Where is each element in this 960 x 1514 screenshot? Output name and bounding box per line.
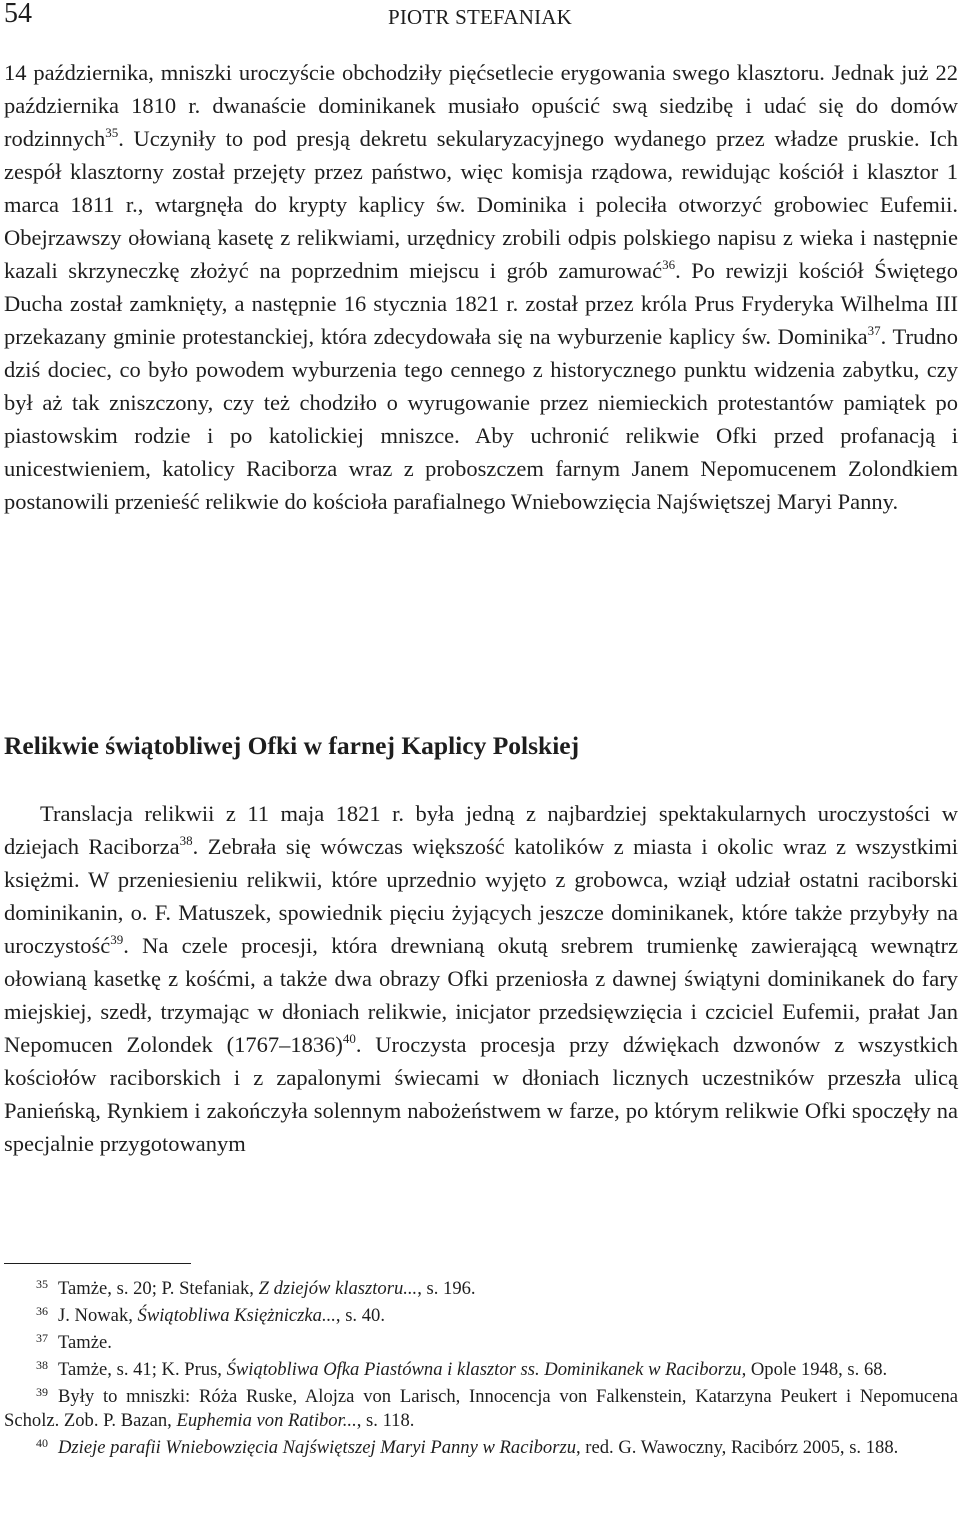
footnote-ref[interactable]: 35 — [105, 125, 119, 140]
footnote-title: Euphemia von Ratibor... — [176, 1409, 357, 1431]
paragraph-text: . Trudno dziś dociec, co było powodem wyburzenia tego cennego z historycznego punktu widzenia zabytku, czy był aż tak zniszczony, czy też chodziło o wyrugowanie przez niemieckich protestantów pamiątek po piastowskim rodzie i po katolickiej mniszce. Aby uchronić relikwie Ofki przed profanacją i unicestwieniem, katolicy Raciborza wraz z proboszczem farnym Janem Nepomucenem Zolondkiem postanowili przenieść relikwie do kościoła parafialnego Wniebowzięcia Najświętszej Maryi Panny. — [4, 324, 958, 514]
footnote — [4, 1331, 958, 1355]
page-number: 54 — [4, 0, 32, 29]
footnote-number: 39 — [36, 1384, 48, 1399]
footnote-text: , s. 196. — [417, 1278, 476, 1299]
footnote — [4, 1277, 958, 1301]
footnote-ref[interactable]: 36 — [662, 257, 676, 272]
footnote-title: Z dziejów klasztoru... — [258, 1278, 418, 1299]
footnote — [4, 1304, 958, 1328]
footnote-text: Tamże, s. 41; K. Prus, — [58, 1358, 227, 1380]
footnote-number: 36 — [36, 1303, 48, 1318]
footnote-text: , Opole 1948, s. 68. — [741, 1358, 888, 1380]
footnote-text: , red. G. Wawoczny, Racibórz 2005, s. 188. — [576, 1436, 899, 1458]
footnote — [4, 1385, 958, 1432]
paragraph-text: . Uczyniły to pod presją dekretu sekularyzacyjnego wydanego przez władze pruskie. Ich zespół klasztorny został przejęty przez państwo, więc komisja rządowa, rewidując kościół i klasztor 1 marca 1811 r., wtargnęła do krypty kaplicy św. Dominika i poleciła otworzyć grobowiec Eufemii. Obejrzawszy ołowianą kasetę z relikwiami, urzędnicy zrobili odpis polskiego napisu z wieka i następnie kazali skrzyneczkę złożyć na poprzednim miejscu i grób zamurować — [4, 126, 958, 283]
footnote — [4, 1358, 958, 1382]
paragraph-text: 14 października, mniszki uroczyście obchodziły pięćsetlecie erygowania swego klasztoru. Jednak już 22 października 1810 r. dwanaście dominikanek musiało opuścić swą siedzibę i udać się do domów rodzinnych — [4, 60, 958, 151]
footnote-ref[interactable]: 37 — [867, 323, 881, 338]
footnote-number: 35 — [36, 1277, 48, 1291]
footnote-ref[interactable]: 40 — [342, 1031, 356, 1046]
footnote — [4, 1436, 958, 1460]
paragraph-text: Translacja relikwii z 11 maja 1821 r. była jedną z najbardziej spektakularnych uroczystości w dziejach Raciborza — [4, 801, 958, 859]
footnote-text: , s. 40. — [335, 1304, 385, 1326]
footnote-title: Dzieje parafii Wniebowzięcia Najświętszej Maryi Panny w Raciborzu — [58, 1436, 576, 1458]
footnote-separator — [4, 1263, 191, 1264]
footnote-title: Świątobliwa Księżniczka... — [137, 1304, 336, 1326]
body-paragraph — [4, 56, 958, 518]
footnote-text: J. Nowak, — [58, 1304, 138, 1326]
footnote-text: Tamże. — [58, 1331, 112, 1353]
footnote-ref[interactable]: 38 — [179, 833, 193, 848]
paragraph-text: . Zebrała się wówczas większość katolików z miasta i okolic wraz z wszystkimi księżmi. W przeniesieniu relikwii, które uprzednio wyjęto z grobowca, wziął udział ostatni raciborski dominikanin, o. F. Matuszek, spowiednik pięciu żyjących jeszcze dominikanek, które także przybyły na uroczystość — [4, 834, 958, 958]
paragraph-text: . Po rewizji kościół Świętego Ducha został zamknięty, a następnie 16 stycznia 1821 r. został przez króla Prus Fryderyka Wilhelma III przekazany gminie protestanckiej, która zdecydowała się na wyburzenie kaplicy św. Dominika — [4, 258, 958, 349]
paragraph-text: . Uroczysta procesja przy dźwiękach dzwonów z wszystkich kościołów raciborskich i z zapalonymi świecami w dłoniach licznych uczestników przeszła ulicą Panieńską, Rynkiem i zakończyła solennym nabożeństwem w farze, po którym relikwie Ofki spoczęły na specjalnie przygotowanym — [4, 1032, 958, 1156]
paragraph-text: . Na czele procesji, która drewnianą okutą srebrem trumienkę zawierającą wewnątrz ołowianą kasetkę z kośćmi, a także dwa obrazy Ofki przeniosła z dawnej świątyni dominikanek do fary miejskiej, szedł, trzymając w dłoniach relikwie, inicjator przedsięwzięcia i czciciel Eufemii, prałat Jan Nepomucen Zolondek (1767–1836) — [4, 933, 958, 1057]
footnote-number: 37 — [36, 1330, 48, 1345]
footnote-title: Świątobliwa Ofka Piastówna i klasztor ss. Dominikanek w Raciborzu — [226, 1358, 742, 1380]
footnote-text: Były to mniszki: Róża Ruske, Alojza von Larisch, Innocencja von Falkenstein, Katarzyna Peukert i Nepomucena Scholz. Zob. P. Bazan, — [4, 1385, 958, 1431]
footnote-number: 40 — [36, 1435, 48, 1450]
section-heading: Relikwie świątobliwej Ofki w farnej Kaplicy Polskiej — [4, 731, 580, 760]
footnote-ref[interactable]: 39 — [110, 932, 124, 947]
footnote-number: 38 — [36, 1357, 48, 1372]
body-paragraph — [4, 797, 958, 1160]
footnotes — [4, 1277, 958, 1463]
footnote-text: Tamże, s. 20; P. Stefaniak, — [58, 1278, 259, 1299]
footnote-text: , s. 118. — [356, 1409, 415, 1431]
running-head: PIOTR STEFANIAK — [387, 5, 573, 29]
